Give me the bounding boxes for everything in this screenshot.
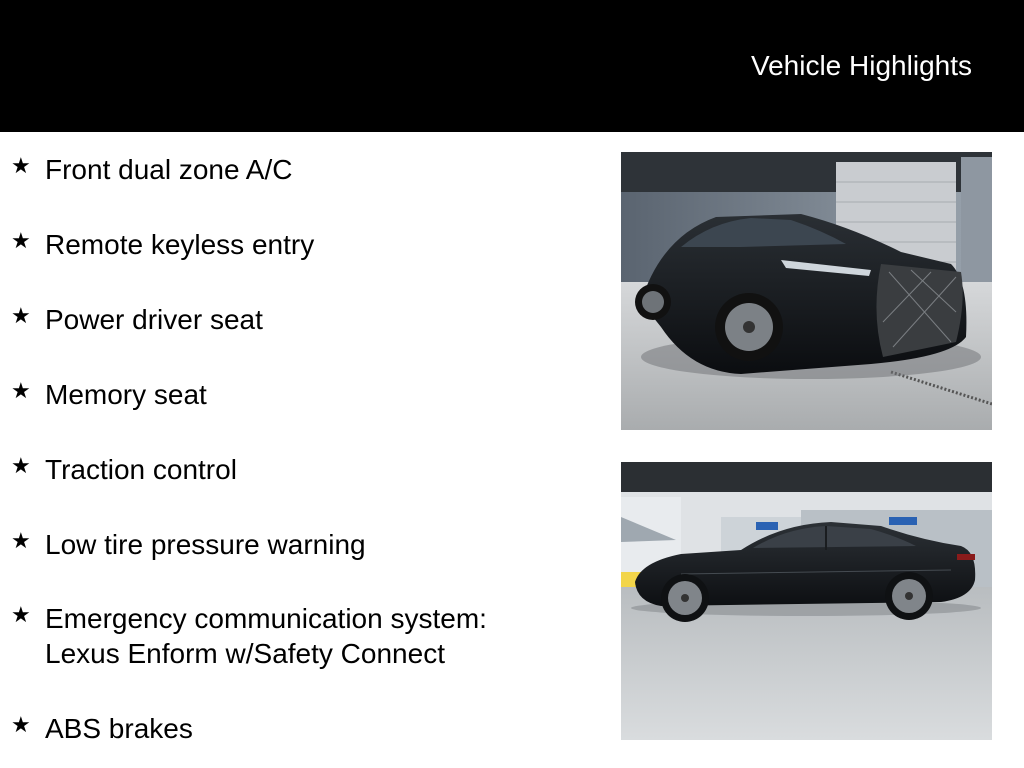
star-icon: ★ bbox=[11, 304, 31, 329]
star-icon: ★ bbox=[11, 454, 31, 479]
star-icon: ★ bbox=[11, 154, 31, 179]
star-icon: ★ bbox=[11, 603, 31, 628]
feature-label: Front dual zone A/C bbox=[45, 154, 293, 185]
feature-label: ABS brakes bbox=[45, 713, 193, 744]
page-title: Vehicle Highlights bbox=[750, 50, 972, 81]
star-icon: ★ bbox=[11, 713, 31, 738]
star-icon: ★ bbox=[11, 379, 31, 404]
feature-label: Traction control bbox=[45, 454, 237, 485]
feature-label: Power driver seat bbox=[45, 304, 263, 335]
star-icon: ★ bbox=[11, 529, 31, 554]
feature-label: Memory seat bbox=[45, 379, 207, 410]
feature-label: Low tire pressure warning bbox=[45, 529, 366, 560]
feature-label: Emergency communication system: Lexus Enform w/Safety Connect bbox=[45, 603, 487, 669]
feature-label: Remote keyless entry bbox=[45, 229, 315, 260]
star-icon: ★ bbox=[11, 229, 31, 254]
car-front-three-quarter-photo bbox=[621, 152, 992, 430]
car-side-profile-photo bbox=[621, 462, 992, 740]
